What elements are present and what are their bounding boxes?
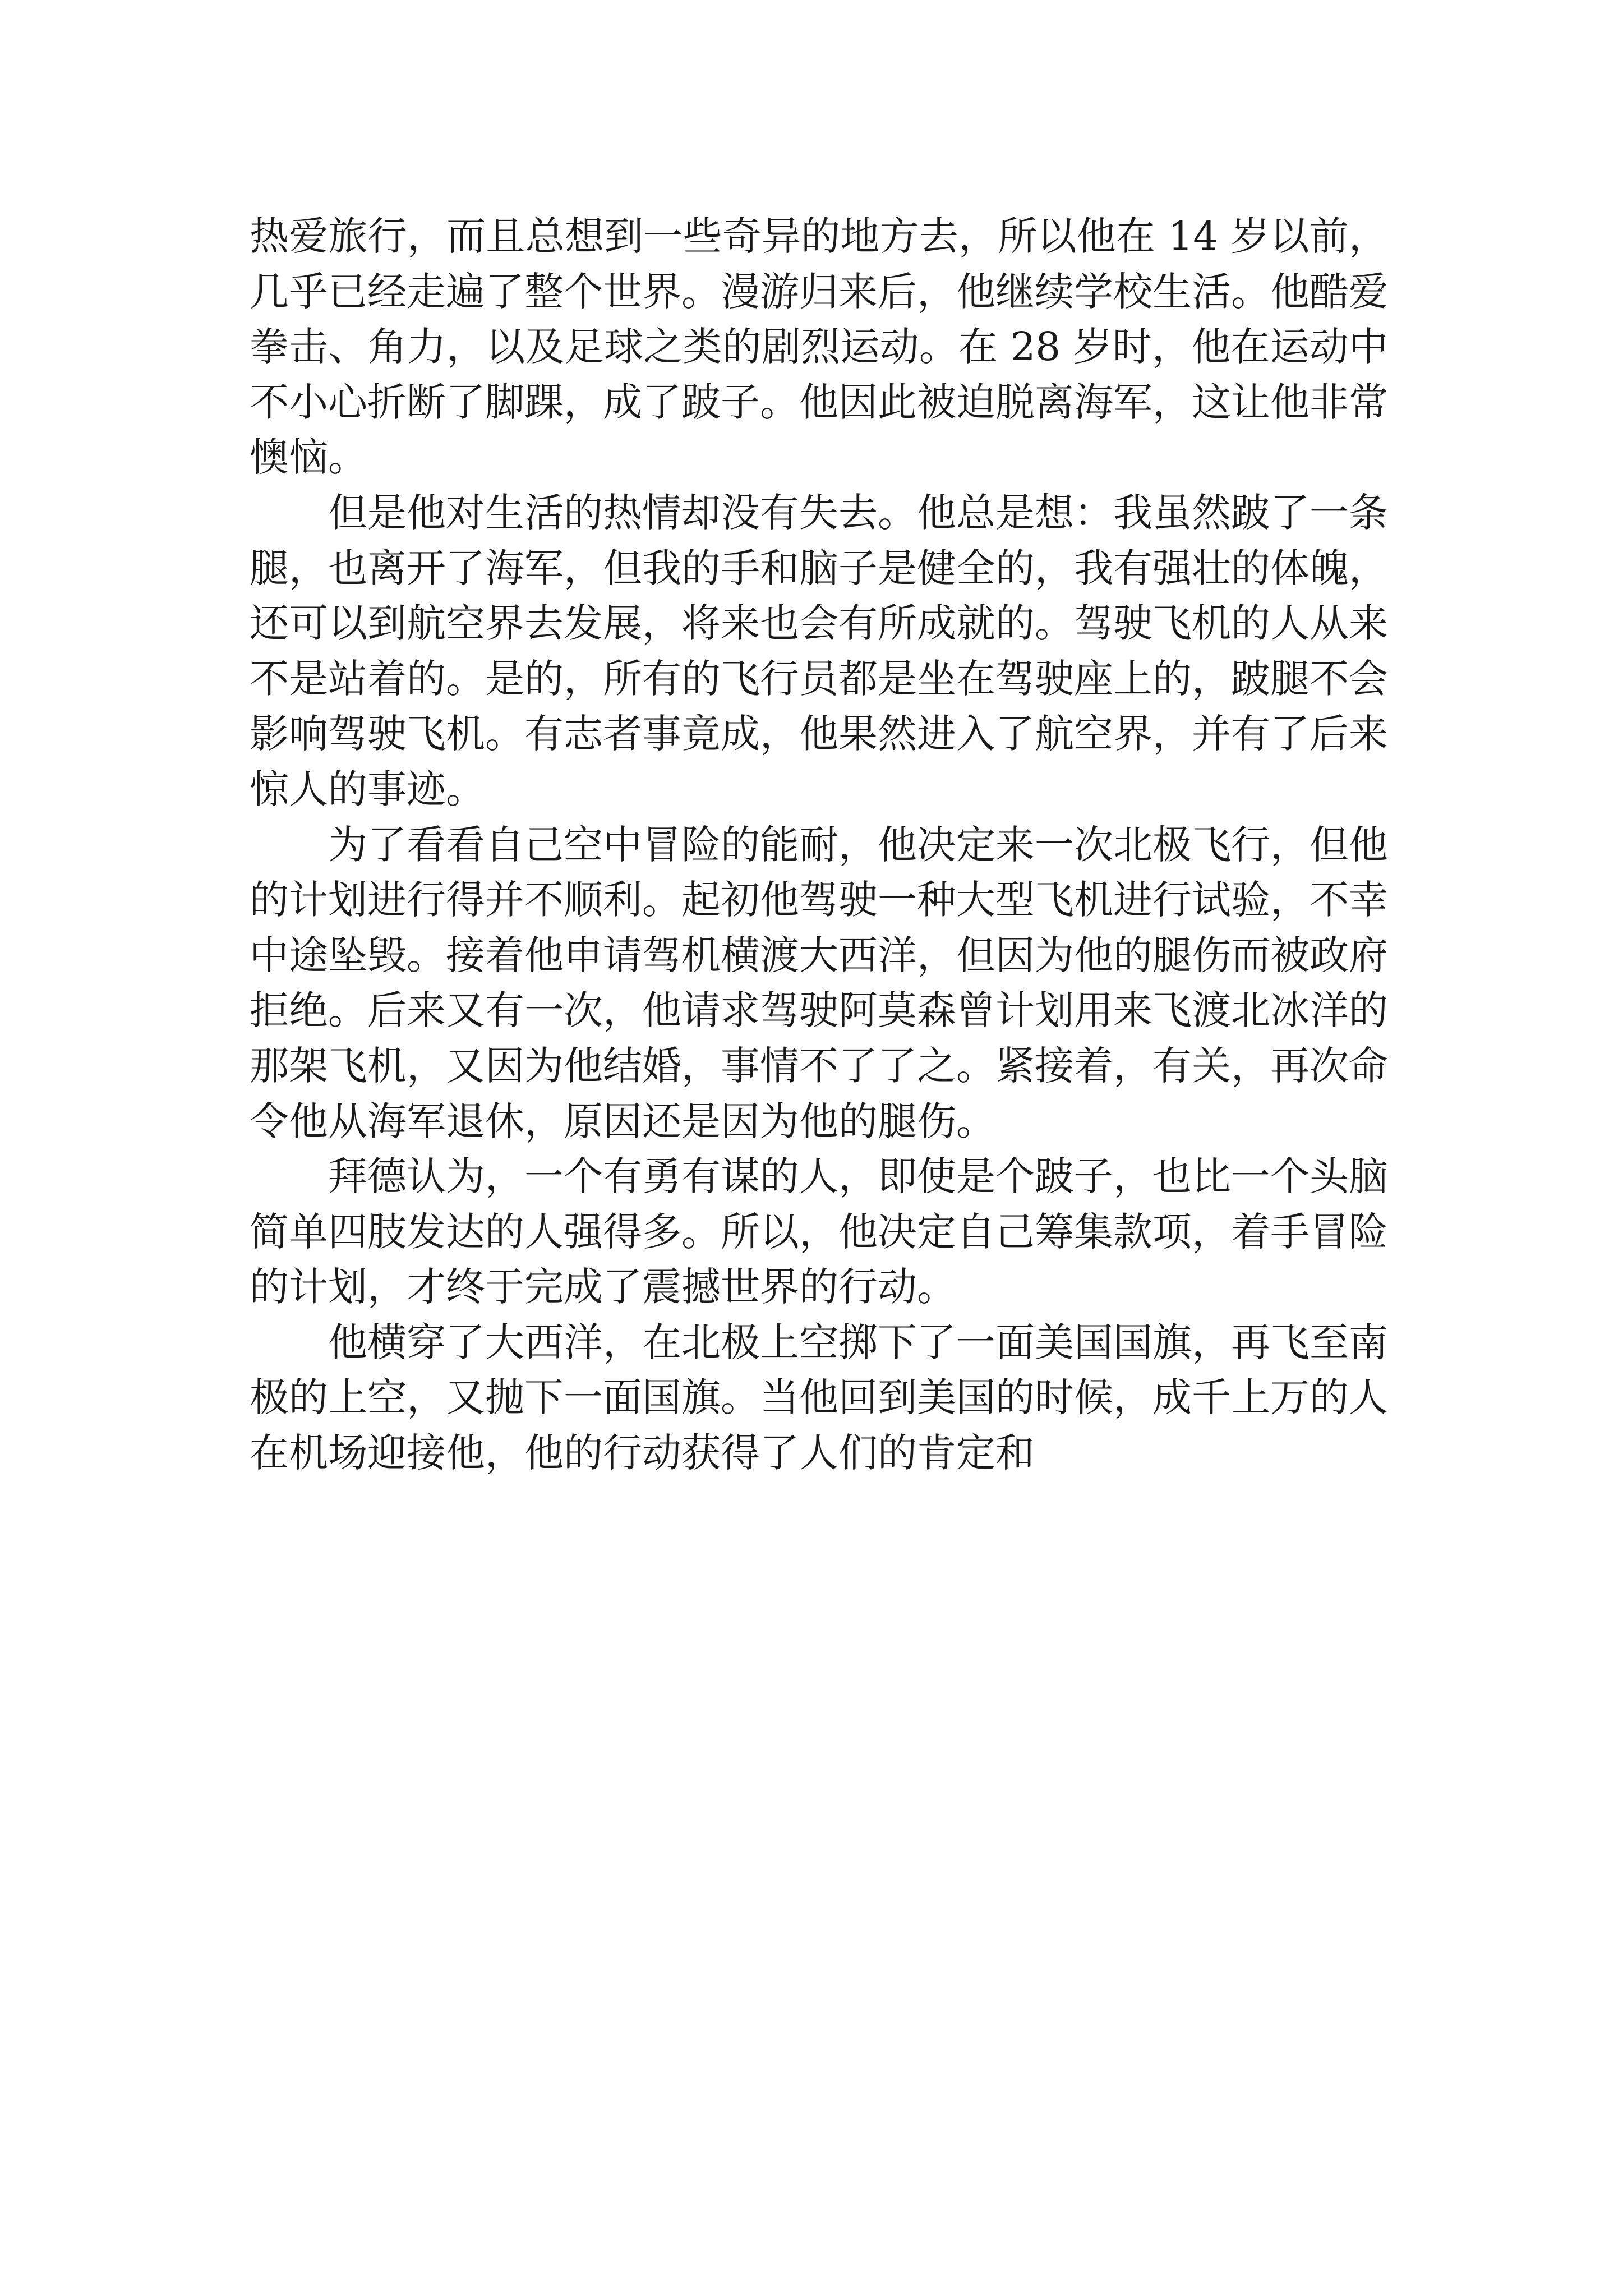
paragraph-4: 拜德认为，一个有勇有谋的人，即使是个跛子，也比一个头脑简单四肢发达的人强得多。所以，他决定自己筹集款项，着手冒险的计划，才终于完成了震撼世界的行动。 [250, 1153, 1388, 1310]
body-text [250, 209, 1388, 1481]
paragraph-5: 他横穿了大西洋，在北极上空掷下了一面美国国旗，再飞至南极的上空，又抛下一面国旗。当他回到美国的时候，成千上万的人在机场迎接他，他的行动获得了人们的肯定和 [250, 1319, 1388, 1476]
paragraph-1: 热爱旅行，而且总想到一些奇异的地方去，所以他在 14 岁以前，几乎已经走遍了整个世界。漫游归来后，他继续学校生活。他酷爱拳击、角力，以及足球之类的剧烈运动。在 28 岁时，他在运动中不小心折断了脚踝，成了跛子。他因此被迫脱离海军，这让他非常懊恼。 [250, 213, 1388, 481]
paragraph-3: 为了看看自己空中冒险的能耐，他决定来一次北极飞行，但他的计划进行得并不顺利。起初他驾驶一种大型飞机进行试验，不幸中途坠毁。接着他申请驾机横渡大西洋，但因为他的腿伤而被政府拒绝。后来又有一次，他请求驾驶阿莫森曾计划用来飞渡北冰洋的那架飞机，又因为他结婚，事情不了了之。紧接着，有关，再次命令他从海军退休，原因还是因为他的腿伤。 [250, 821, 1388, 1144]
paragraph-2: 但是他对生活的热情却没有失去。他总是想：我虽然跛了一条腿，也离开了海军，但我的手和脑子是健全的，我有强壮的体魄，还可以到航空界去发展，将来也会有所成就的。驾驶飞机的人从来不是站着的。是的，所有的飞行员都是坐在驾驶座上的，跛腿不会影响驾驶飞机。有志者事竟成，他果然进入了航空界，并有了后来惊人的事迹。 [250, 489, 1388, 812]
